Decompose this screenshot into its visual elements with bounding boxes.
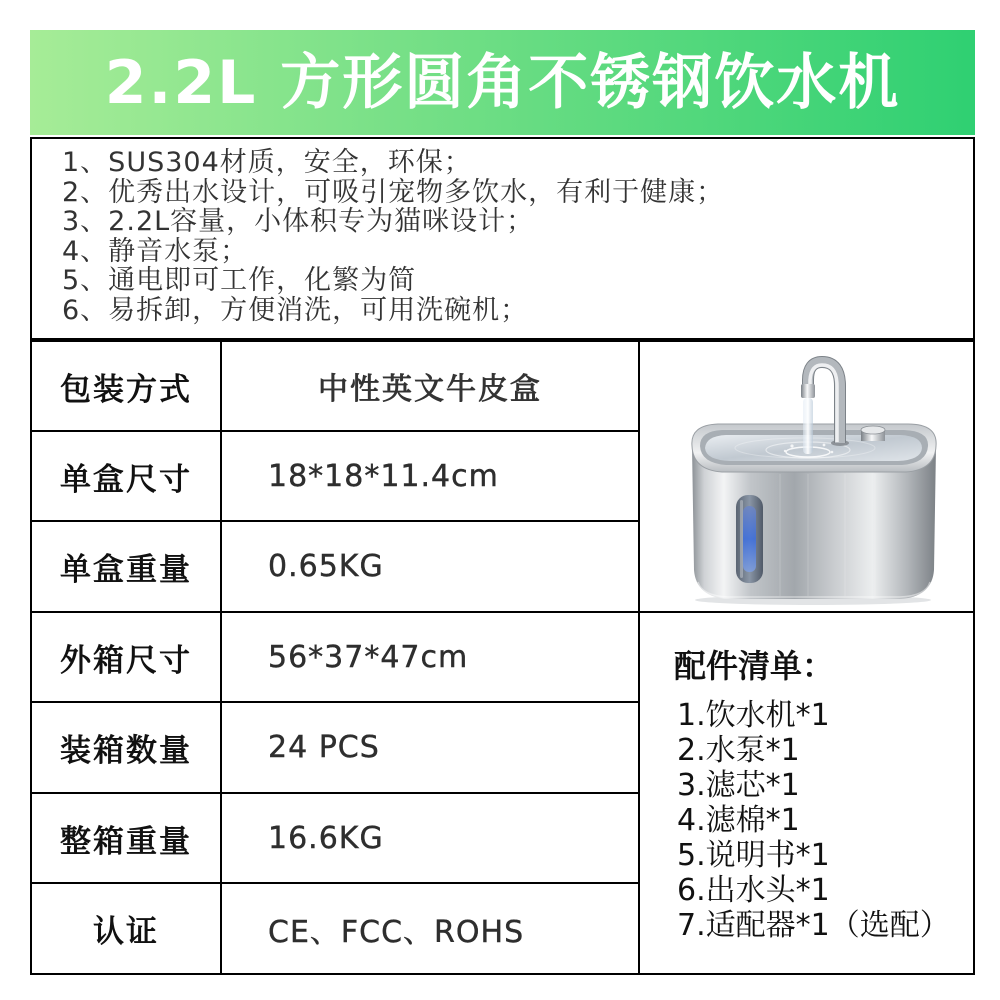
title-banner <box>30 30 975 135</box>
accessory-item: 3.滤芯*1 <box>677 768 800 803</box>
feature-item: 4、静音水泵； <box>62 235 249 267</box>
box-weight-label: 单盒重量 <box>32 522 220 611</box>
accessory-item: 6.出水头*1 <box>677 873 830 908</box>
feature-list <box>30 137 975 340</box>
faucet-nozzle <box>801 384 815 398</box>
water-stream <box>803 398 813 454</box>
accessory-item: 2.水泵*1 <box>677 733 800 768</box>
packaging-label: 包装方式 <box>32 342 220 430</box>
carton-quantity-label: 装箱数量 <box>32 703 220 792</box>
carton-weight-value: 16.6KG <box>222 794 638 882</box>
packaging-value: 中性英文牛皮盒 <box>222 342 638 430</box>
spec-table <box>30 340 975 975</box>
sensor-knob-top <box>861 426 885 434</box>
carton-quantity-value: 24 PCS <box>222 703 638 792</box>
accessory-item: 4.滤棉*1 <box>677 803 800 838</box>
feature-item: 6、易拆卸，方便消洗，可用洗碗机； <box>62 294 529 326</box>
feature-item: 3、2.2L容量，小体积专为猫咪设计； <box>62 206 535 238</box>
accessory-item: 5.说明书*1 <box>677 838 830 873</box>
page-title: 2.2L 方形圆角不锈钢饮水机 <box>104 47 901 118</box>
water-level-highlight <box>740 500 743 578</box>
feature-item: 1、SUS304材质，安全，环保； <box>62 147 472 178</box>
product-image <box>640 342 973 611</box>
water-level-glow <box>743 506 756 572</box>
feature-item: 2、优秀出水设计，可吸引宠物多饮水，有利于健康； <box>62 176 725 208</box>
accessory-list-title: 配件清单： <box>674 647 835 685</box>
carton-size-label: 外箱尺寸 <box>32 613 220 701</box>
feature-item: 5、通电即可工作，化繁为简 <box>62 265 417 297</box>
certification-label: 认证 <box>32 884 220 973</box>
box-size-label: 单盒尺寸 <box>32 432 220 520</box>
carton-weight-label: 整箱重量 <box>32 794 220 882</box>
accessory-item: 7.适配器*1（选配） <box>677 908 950 943</box>
accessory-list <box>640 613 973 973</box>
accessory-item: 1.饮水机*1 <box>677 698 830 733</box>
carton-size-value: 56*37*47cm <box>222 613 638 701</box>
box-size-value: 18*18*11.4cm <box>222 432 638 520</box>
accessory-items <box>674 698 950 943</box>
certification-value: CE、FCC、ROHS <box>222 884 638 973</box>
box-weight-value: 0.65KG <box>222 522 638 611</box>
product-image-cell <box>640 342 973 611</box>
